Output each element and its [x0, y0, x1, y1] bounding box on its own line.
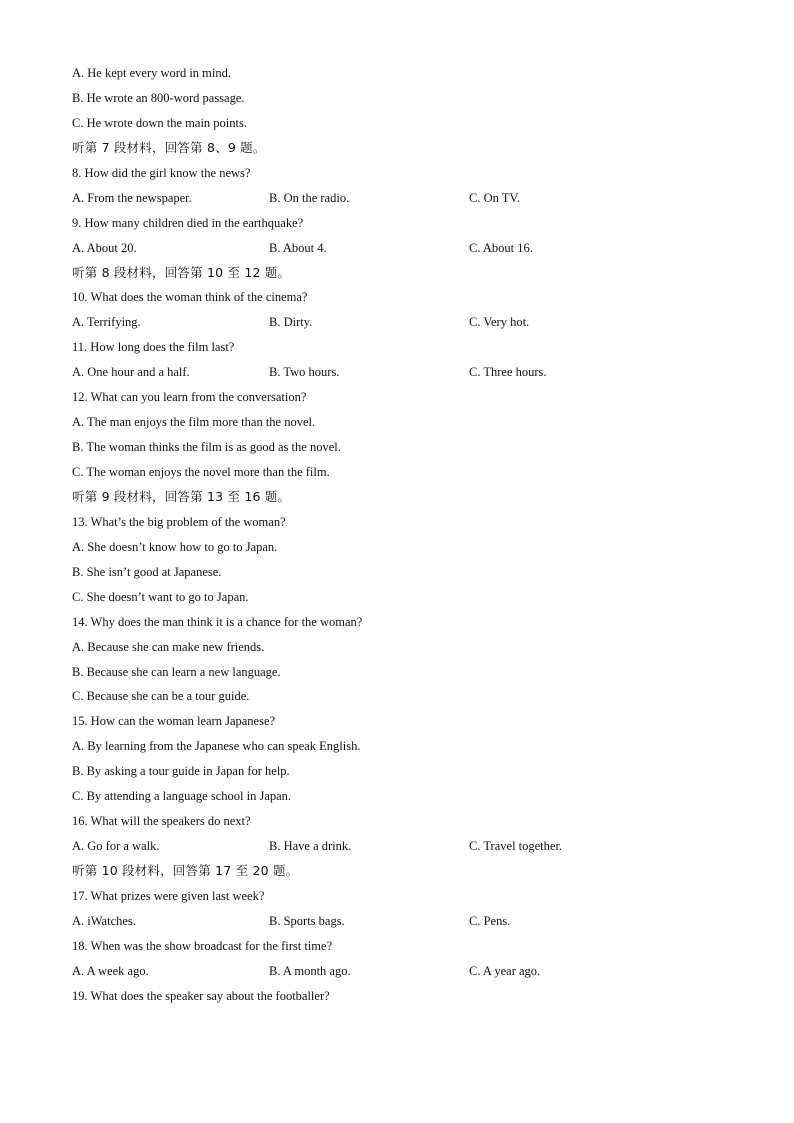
line-text: C. By attending a language school in Japan. — [72, 789, 292, 804]
line-text: B. The woman thinks the film is as good as the novel. — [72, 440, 341, 455]
text-line — [72, 812, 752, 837]
text-line — [72, 438, 752, 463]
text-line — [72, 887, 752, 912]
text-line — [72, 338, 752, 363]
option-text: C. About 16. — [469, 240, 533, 255]
text-line — [72, 712, 752, 737]
options-row — [72, 313, 752, 338]
line-text: A. The man enjoys the film more than the novel. — [72, 415, 316, 430]
option-text: C. On TV. — [469, 190, 520, 205]
line-text: C. Because she can be a tour guide. — [72, 689, 250, 704]
text-line — [72, 987, 752, 1012]
options-row — [72, 962, 752, 987]
line-text: 17. What prizes were given last week? — [72, 888, 265, 903]
line-text: A. He kept every word in mind. — [72, 66, 231, 80]
line-text: 15. How can the woman learn Japanese? — [72, 714, 276, 729]
text-line — [72, 388, 752, 413]
text-line — [72, 114, 752, 139]
line-text: 12. What can you learn from the conversation? — [72, 390, 307, 405]
option-text: A. iWatches. — [72, 913, 136, 928]
line-text: 16. What will the speakers do next? — [72, 814, 251, 829]
line-text: B. He wrote an 800-word passage. — [72, 90, 245, 105]
option-text: A. About 20. — [72, 240, 137, 255]
option-text: C. Pens. — [469, 913, 511, 928]
line-text: 10. What does the woman think of the cinema? — [72, 290, 308, 305]
section-heading-text: 听第 8 段材料，回答第 10 至 12 题。 — [72, 264, 291, 280]
option-text: C. Three hours. — [469, 365, 547, 380]
line-text: 18. When was the show broadcast for the first time? — [72, 938, 333, 953]
section-heading — [72, 139, 752, 164]
options-row — [72, 912, 752, 937]
line-text: 11. How long does the film last? — [72, 340, 235, 355]
section-heading — [72, 488, 752, 513]
question-list — [72, 64, 752, 1012]
option-text: C. Travel together. — [469, 839, 563, 854]
option-text: A. From the newspaper. — [72, 190, 192, 205]
line-text: A. By learning from the Japanese who can speak English. — [72, 739, 361, 754]
text-line — [72, 463, 752, 488]
option-text: B. A month ago. — [269, 963, 351, 978]
line-text: 8. How did the girl know the news? — [72, 165, 251, 180]
options-row — [72, 239, 752, 264]
line-text: 19. What does the speaker say about the footballer? — [72, 988, 330, 1003]
text-line — [72, 663, 752, 688]
text-line — [72, 937, 752, 962]
section-heading — [72, 264, 752, 289]
option-text: B. Two hours. — [269, 365, 340, 380]
text-line — [72, 89, 752, 114]
line-text: 13. What’s the big problem of the woman? — [72, 514, 286, 529]
option-text: C. A year ago. — [469, 963, 541, 978]
option-text: B. Have a drink. — [269, 839, 352, 854]
option-text: B. On the radio. — [269, 190, 350, 205]
text-line — [72, 538, 752, 563]
line-text: B. She isn’t good at Japanese. — [72, 564, 222, 579]
option-text: A. Go for a walk. — [72, 839, 160, 854]
line-text: A. She doesn’t know how to go to Japan. — [72, 539, 278, 554]
text-line — [72, 214, 752, 239]
text-line — [72, 288, 752, 313]
options-row — [72, 837, 752, 862]
text-line — [72, 164, 752, 189]
option-text: C. Very hot. — [469, 315, 530, 330]
text-line — [72, 638, 752, 663]
line-text: C. She doesn’t want to go to Japan. — [72, 589, 249, 604]
option-text: B. About 4. — [269, 240, 327, 255]
line-text: B. Because she can learn a new language. — [72, 664, 281, 679]
option-text: A. Terrifying. — [72, 315, 141, 330]
text-line — [72, 64, 752, 89]
section-heading-text: 听第 7 段材料，回答第 8、9 题。 — [72, 139, 266, 155]
line-text: B. By asking a tour guide in Japan for help. — [72, 764, 290, 779]
text-line — [72, 413, 752, 438]
section-heading-text: 听第 9 段材料，回答第 13 至 16 题。 — [72, 488, 291, 504]
text-line — [72, 787, 752, 812]
option-text: B. Sports bags. — [269, 913, 345, 928]
text-line — [72, 513, 752, 538]
text-line — [72, 762, 752, 787]
section-heading-text: 听第 10 段材料，回答第 17 至 20 题。 — [72, 863, 299, 878]
option-text: A. One hour and a half. — [72, 365, 190, 380]
option-text: A. A week ago. — [72, 963, 149, 978]
text-line — [72, 588, 752, 613]
options-row — [72, 363, 752, 388]
text-line — [72, 563, 752, 588]
line-text: C. He wrote down the main points. — [72, 115, 247, 130]
line-text: C. The woman enjoys the novel more than the film. — [72, 465, 330, 479]
section-heading — [72, 862, 752, 887]
text-line — [72, 687, 752, 712]
options-row — [72, 189, 752, 214]
option-text: B. Dirty. — [269, 315, 313, 330]
line-text: 9. How many children died in the earthquake? — [72, 215, 304, 230]
text-line — [72, 613, 752, 638]
line-text: A. Because she can make new friends. — [72, 639, 265, 654]
line-text: 14. Why does the man think it is a chance for the woman? — [72, 614, 363, 629]
text-line — [72, 737, 752, 762]
